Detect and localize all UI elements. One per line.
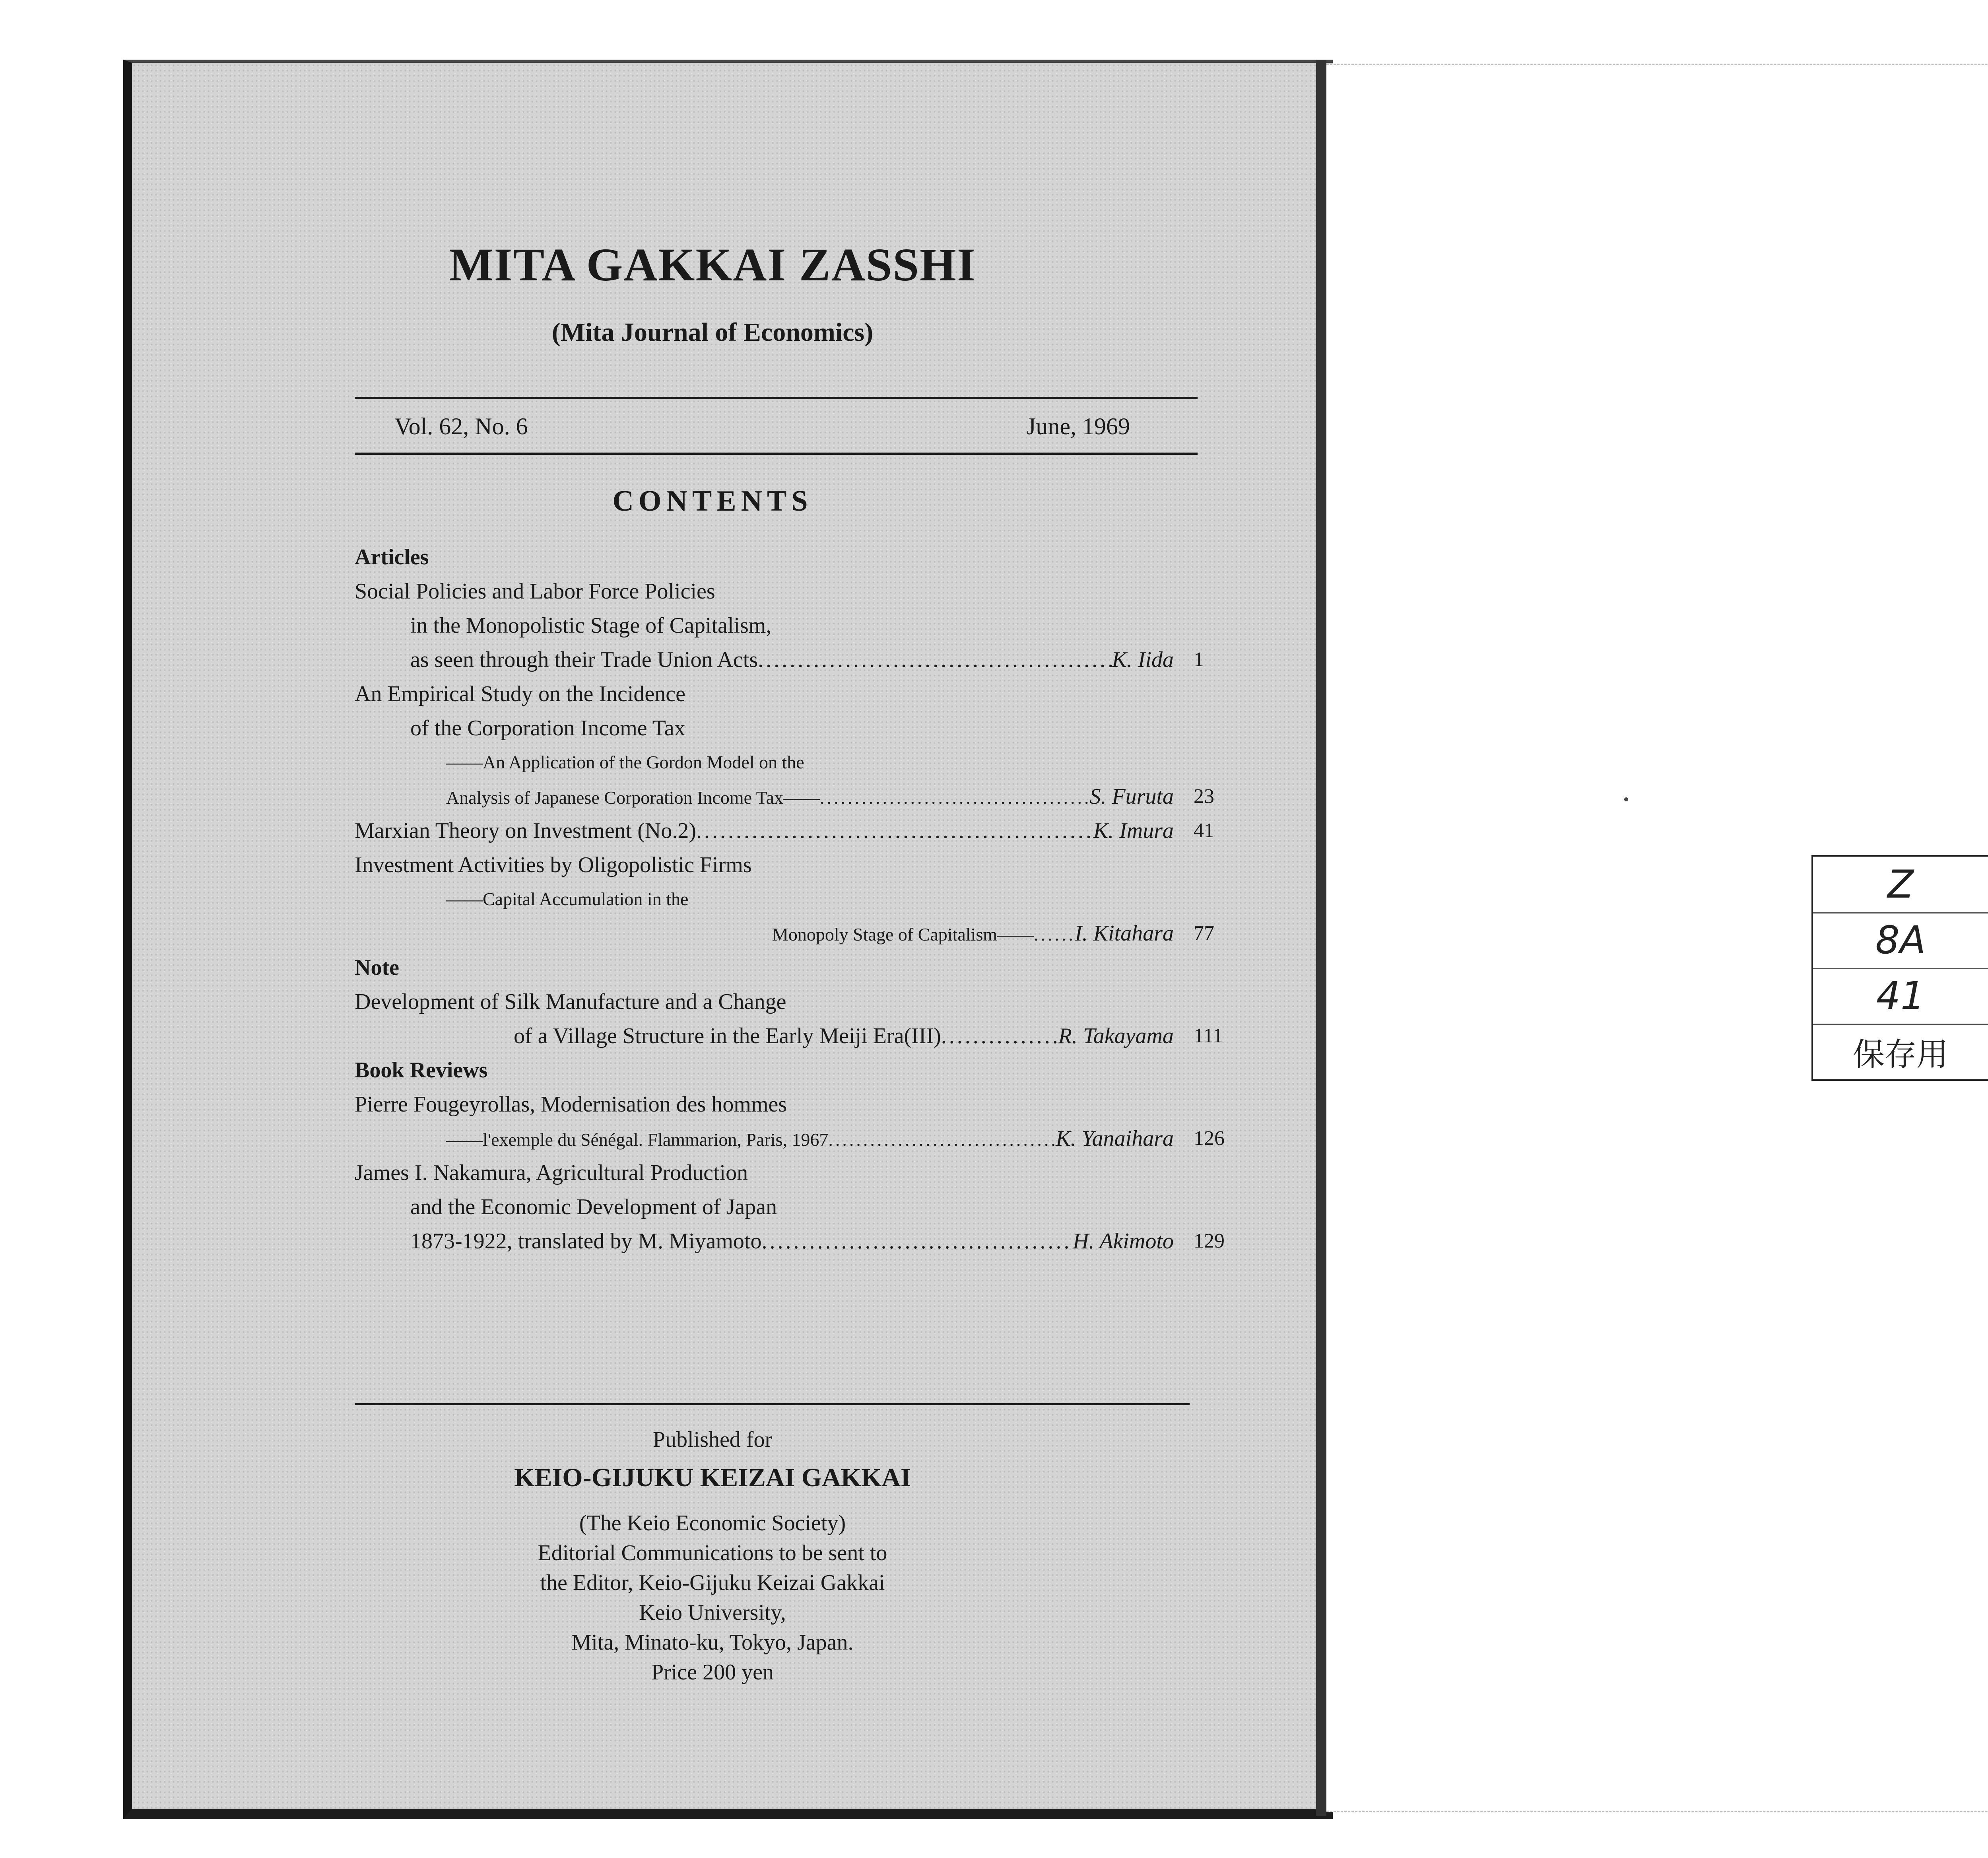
toc-line: James I. Nakamura, Agricultural Production	[355, 1160, 748, 1185]
volume-number: Vol. 62, No. 6	[394, 413, 528, 439]
left-page	[123, 60, 1333, 1819]
author: K. Iida	[1112, 647, 1174, 672]
library-stamp	[1811, 855, 1988, 1081]
footer-rule	[355, 1403, 1190, 1405]
toc-line: Social Policies and Labor Force Policies	[355, 579, 715, 604]
author: R. Takayama	[1058, 1024, 1174, 1048]
page-number: 23	[1194, 785, 1214, 808]
journal-subtitle: (Mita Journal of Economics)	[551, 318, 874, 347]
address-line: the Editor, Keio-Gijuku Keizai Gakkai	[540, 1570, 885, 1595]
speck	[1624, 797, 1628, 801]
toc-line: Pierre Fougeyrollas, Modernisation des hommes	[355, 1092, 787, 1117]
society-english: (The Keio Economic Society)	[579, 1511, 846, 1535]
address-line: Keio University,	[639, 1600, 786, 1625]
toc-line: An Empirical Study on the Incidence	[355, 682, 685, 706]
stamp-row: 8A	[1875, 918, 1926, 962]
toc-entry-end: as seen through their Trade Union Acts ..... K. Iida 1	[355, 643, 1269, 677]
page-number: 77	[1194, 922, 1214, 945]
contents-list	[355, 540, 1269, 1258]
toc-entry-end: Analysis of Japanese Corporation Income Tax—— ..... S. Furuta 23	[355, 779, 1269, 814]
toc-line: ——Capital Accumulation in the	[446, 889, 689, 909]
issue-date: June, 1969	[1027, 413, 1130, 439]
toc-entry-end: ——l'exemple du Sénégal. Flammarion, Paris, 1967 ..... K. Yanaihara 126	[355, 1121, 1269, 1156]
header-bottom-rule	[355, 453, 1198, 455]
toc-line: Development of Silk Manufacture and a Change	[355, 989, 786, 1014]
author: K. Imura	[1093, 818, 1174, 843]
toc-line: of the Corporation Income Tax	[410, 716, 685, 740]
published-for: Published for	[652, 1427, 773, 1452]
toc-entry-end: of a Village Structure in the Early Meiji Era(III) ..... R. Takayama 111	[355, 1019, 1269, 1053]
author: H. Akimoto	[1072, 1229, 1174, 1254]
page-number: 1	[1194, 648, 1204, 671]
address-line: Editorial Communications to be sent to	[538, 1541, 887, 1565]
price: Price 200 yen	[651, 1660, 774, 1685]
toc-line: Investment Activities by Oligopolistic Firms	[355, 853, 752, 877]
stamp-row: 41	[1876, 974, 1925, 1018]
author: I. Kitahara	[1075, 921, 1174, 946]
top-rule	[355, 397, 1198, 399]
contents-heading: CONTENTS	[612, 485, 813, 517]
journal-title: MITA GAKKAI ZASSHI	[449, 239, 976, 291]
table-of-contents-page	[132, 63, 1333, 1809]
toc-entry-end: Monopoly Stage of Capitalism—— ..... I. Kitahara 77	[355, 916, 1269, 950]
author: K. Yanaihara	[1056, 1126, 1174, 1151]
toc-line: ——An Application of the Gordon Model on the	[446, 752, 804, 772]
stamp-row: 保存用	[1853, 1036, 1948, 1073]
toc-line: and the Economic Development of Japan	[410, 1195, 777, 1219]
toc-line: in the Monopolistic Stage of Capitalism,	[410, 613, 772, 638]
page-number: 126	[1194, 1127, 1225, 1150]
page-number: 129	[1194, 1230, 1225, 1252]
section-heading-book-reviews: Book Reviews	[355, 1058, 488, 1083]
toc-entry-end: 1873-1922, translated by M. Miyamoto ..... H. Akimoto 129	[355, 1224, 1269, 1258]
section-heading-note: Note	[355, 955, 399, 980]
page-number: 41	[1194, 819, 1214, 842]
book-spine	[1316, 60, 1326, 1816]
stamp-row: Z	[1887, 862, 1914, 907]
address-line: Mita, Minato-ku, Tokyo, Japan.	[571, 1630, 854, 1655]
society-name: KEIO-GIJUKU KEIZAI GAKKAI	[514, 1463, 911, 1492]
section-heading-articles: Articles	[355, 545, 429, 569]
toc-entry-end: Marxian Theory on Investment (No.2) ..... K. Imura 41	[355, 814, 1269, 848]
page-number: 111	[1194, 1024, 1223, 1047]
author: S. Furuta	[1089, 784, 1174, 809]
